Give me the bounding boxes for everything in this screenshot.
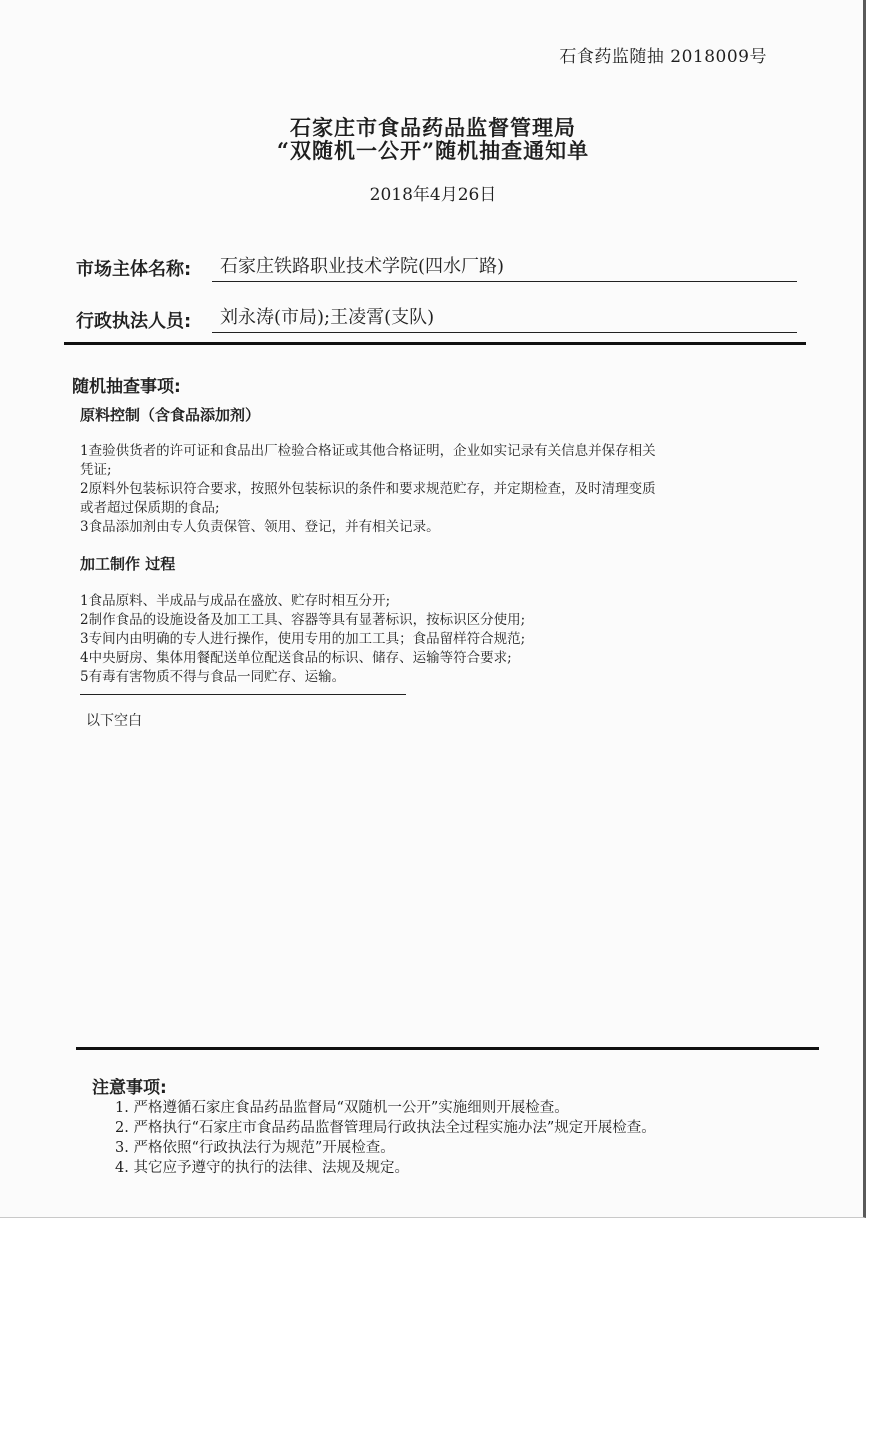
document-date: 2018年4月26日 xyxy=(369,185,497,205)
blank-below-note: 以下空白 xyxy=(86,713,142,729)
note-item: 3. 严格依照“行政执法行为规范”开展检查。 xyxy=(115,1140,395,1156)
officers-underline xyxy=(212,332,797,333)
list-item: 1食品原料、半成品与成品在盛放、贮存时相互分开; xyxy=(80,593,391,609)
list-item: 4中央厨房、集体用餐配送单位配送食品的标识、储存、运输等符合要求; xyxy=(80,650,512,666)
notes-list xyxy=(115,1098,656,1178)
officers-label: 行政执法人员: xyxy=(76,311,192,332)
notes-heading: 注意事项: xyxy=(92,1078,167,1098)
market-entity-underline xyxy=(212,281,797,282)
list-item: 1查验供货者的许可证和食品出厂检验合格证或其他合格证明，企业如实记录有关信息并保存相关 xyxy=(80,443,656,459)
note-item: 4. 其它应予遵守的执行的法律、法规及规定。 xyxy=(115,1160,409,1176)
market-entity-label: 市场主体名称: xyxy=(76,259,192,280)
notes-divider xyxy=(76,1047,819,1050)
document-title-agency: 石家庄市食品药品监督管理局 xyxy=(290,115,576,140)
list-item: 或者超过保质期的食品; xyxy=(80,500,220,516)
list-item: 凭证; xyxy=(80,462,112,478)
list-item: 3专间内由明确的专人进行操作，使用专用的加工工具；食品留样符合规范; xyxy=(80,631,526,647)
market-entity-value: 石家庄铁路职业技术学院(四水厂路) xyxy=(220,256,505,277)
document-title-notice: “双随机一公开”随机抽查通知单 xyxy=(276,138,590,163)
list-item: 2原料外包装标识符合要求，按照外包装标识的条件和要求规范贮存，并定期检查，及时清理变质 xyxy=(80,481,656,497)
section2-title: 加工制作 过程 xyxy=(80,555,176,573)
section1-items xyxy=(80,442,780,537)
header-divider xyxy=(64,342,806,345)
officers-value: 刘永涛(市局);王凌霄(支队) xyxy=(220,307,435,328)
list-item: 3食品添加剂由专人负责保管、领用、登记，并有相关记录。 xyxy=(80,519,440,535)
section2-items xyxy=(80,592,780,687)
inspection-heading: 随机抽查事项: xyxy=(72,377,181,397)
document-number: 石食药监随抽 2018009号 xyxy=(559,47,767,67)
items-end-rule xyxy=(80,694,406,695)
list-item: 2制作食品的设施设备及加工工具、容器等具有显著标识，按标识区分使用; xyxy=(80,612,526,628)
note-item: 2. 严格执行“石家庄市食品药品监督管理局行政执法全过程实施办法”规定开展检查。 xyxy=(115,1120,656,1136)
list-item: 5有毒有害物质不得与食品一同贮存、运输。 xyxy=(80,669,346,685)
section1-title: 原料控制（含食品添加剂） xyxy=(80,406,261,424)
note-item: 1. 严格遵循石家庄食品药品监督局“双随机一公开”实施细则开展检查。 xyxy=(115,1100,569,1116)
